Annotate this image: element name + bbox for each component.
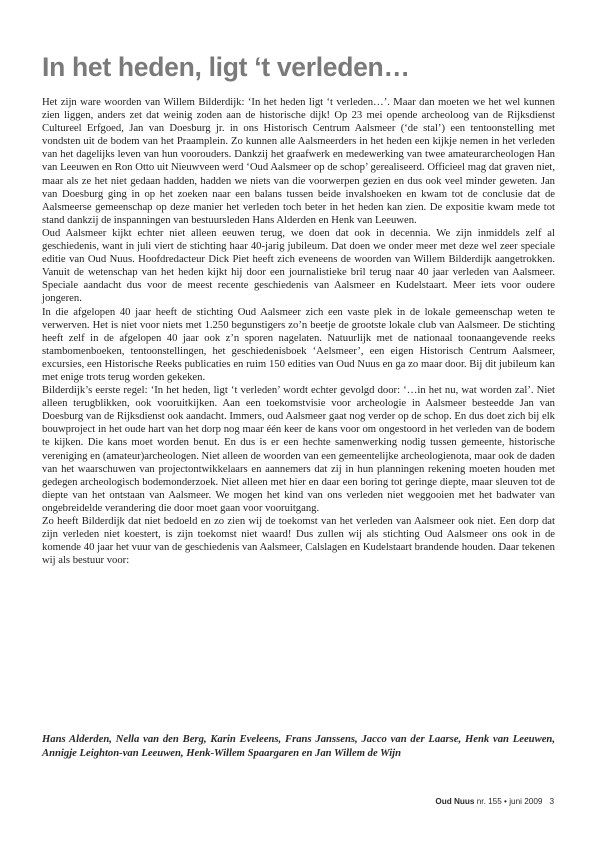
paragraph-closing: Zo heeft Bilderdijk dat niet bedoeld en zo zien wij de toekomst van het verleden van Aalsmeer ook niet. Een dorp dat zijn verleden niet koestert, is zijn toekomst niet waard! Dus zullen wij als stichting Oud Aalsmeer ons ook in de komende 40 jaar het vuur van de geschiedenis van Aalsmeer, Calslagen en Kudelstaart brandende houden. Daar tekenen wij als bestuur voor: [42, 516, 555, 567]
page-footer [435, 797, 554, 806]
paragraph-forty-years: In die afgelopen 40 jaar heeft de stichting Oud Aalsmeer zich een vaste plek in de lokale gemeenschap weten te verwerven. Het is niet voor niets met 1.250 begunstigers zo’n beetje de grootste lokale club van Aalsmeer. De stichting heeft zelf in de afgelopen 40 jaar ook z’n sporen nagelaten. Natuurlijk met de nationaal toonaangevende reeks stambomenboeken, tentoonstellingen, het geschiedenisboek ‘Aelsmeer’, een eigen Historisch Centrum Aalsmeer, excursies, een Historische Reeks publicaties en ruim 150 edities van Oud Nuus en ga zo maar door. Bij dit jubileum kan met enige trots terug worden gekeken. [42, 306, 555, 383]
page-title: In het heden, ligt ‘t verleden… [42, 52, 410, 82]
paragraph-future: Bilderdijk’s eerste regel: ‘In het heden, ligt ‘t verleden’ wordt echter gevolgd door: ‘…in het nu, wat worden zal’. Niet alleen terugblikken, ook vooruitkijken. Aan een toekomstvisie voor archeologie in Aalsmeer besteedde Jan van Doesburg van de Rijksdienst ook aandacht. Immers, oud Aalsmeer gaat nog verder op de schop. En dus doet zich bij elk bouwproject in het oude hart van het dorp nog maar één keer de kans voor om ongestoord in het verleden van de bodem te kijken. Die kans moet worden benut. En dus is er een hechte samenwerking nodig tussen gemeente, historische vereniging en (amateur)archeologen. Niet alleen de woorden van een gemeentelijke archeologienota, maar ook de daden van het waarschuwen van projectontwikkelaars en aannemers dat zij in hun planningen rekening moeten houden met gedegen archeologisch bodemonderzoek. Niet alleen met hier en daar een boring tot geringe diepte, maar sleuven tot de diepte van het ontstaan van Aalsmeer. We mogen het kind van ons verleden niet weggooien met het badwater van ongebreidelde verandering die door moet gaan voor vooruitgang. [42, 385, 555, 514]
magazine-name: Oud Nuus [435, 797, 475, 806]
paragraph-intro: Het zijn ware woorden van Willem Bilderdijk: ‘In het heden ligt ‘t verleden…’. Maar dan moeten we het wel kunnen zien liggen, anders zet dat weinig zoden aan de historische dijk! Op 23 mei opende archeoloog van de Rijksdienst Cultureel Erfgoed, Jan van Doesburg jr. in ons Historisch Centrum Aalsmeer (‘de stal’) een tentoonstelling met vondsten uit de bodem van het Praamplein. Zo kunnen alle Aalsmeerders in het heden een kijkje nemen in het verleden van het dagelijks leven van hun voorouders. Dankzij het graafwerk en medewerking van twee amateurarcheologen Han van Leeuwen en Ron Otto uit Nieuwveen werd ‘Oud Aalsmeer op de schop’ gerealiseerd. Officieel mag dat graven niet, maar als ze het niet gedaan hadden, hadden we niets van die voorwerpen gezien en dus ook veel minder geweten. Jan van Doesburg ging in op het zoeken naar een balans tussen beide invalshoeken en kwam tot de conclusie dat de Aalsmeerse gemeenschap op deze manier het verleden toch beter in het heden kan zien. De expositie kwam mede tot stand dankzij de inspanningen van bestuursleden Hans Alderden en Henk van Leeuwen. [42, 97, 555, 226]
page-number: 3 [549, 797, 554, 806]
board-signatories: Hans Alderden, Nella van den Berg, Karin Eveleens, Frans Janssens, Jacco van der Laarse, Henk van Leeuwen, Annigje Leighton-van Leeuwen, Henk-Willem Spaargaren en Jan Willem de Wijn [42, 734, 555, 759]
article-body [42, 96, 555, 567]
paragraph-decades: Oud Aalsmeer kijkt echter niet alleen eeuwen terug, we doen dat ook in decennia. We zijn inmiddels zelf al geschiedenis, want in juli viert de stichting haar 40-jarig jubileum. Dat doen we onder meer met deze wel zeer speciale editie van Oud Nuus. Hoofdredacteur Dick Piet heeft zich eveneens de woorden van Willem Bilderdijk aangetrokken. Vanuit de wetenschap van het heden kijkt hij door een journalistieke bril terug naar 40 jaar verleden van Aalsmeer. Speciale aandacht dus voor de meest recente geschiedenis van Aalsmeer en Kudelstaart. Meer iets voor oudere jongeren. [42, 227, 555, 305]
issue-info: nr. 155 • juni 2009 [474, 797, 543, 806]
